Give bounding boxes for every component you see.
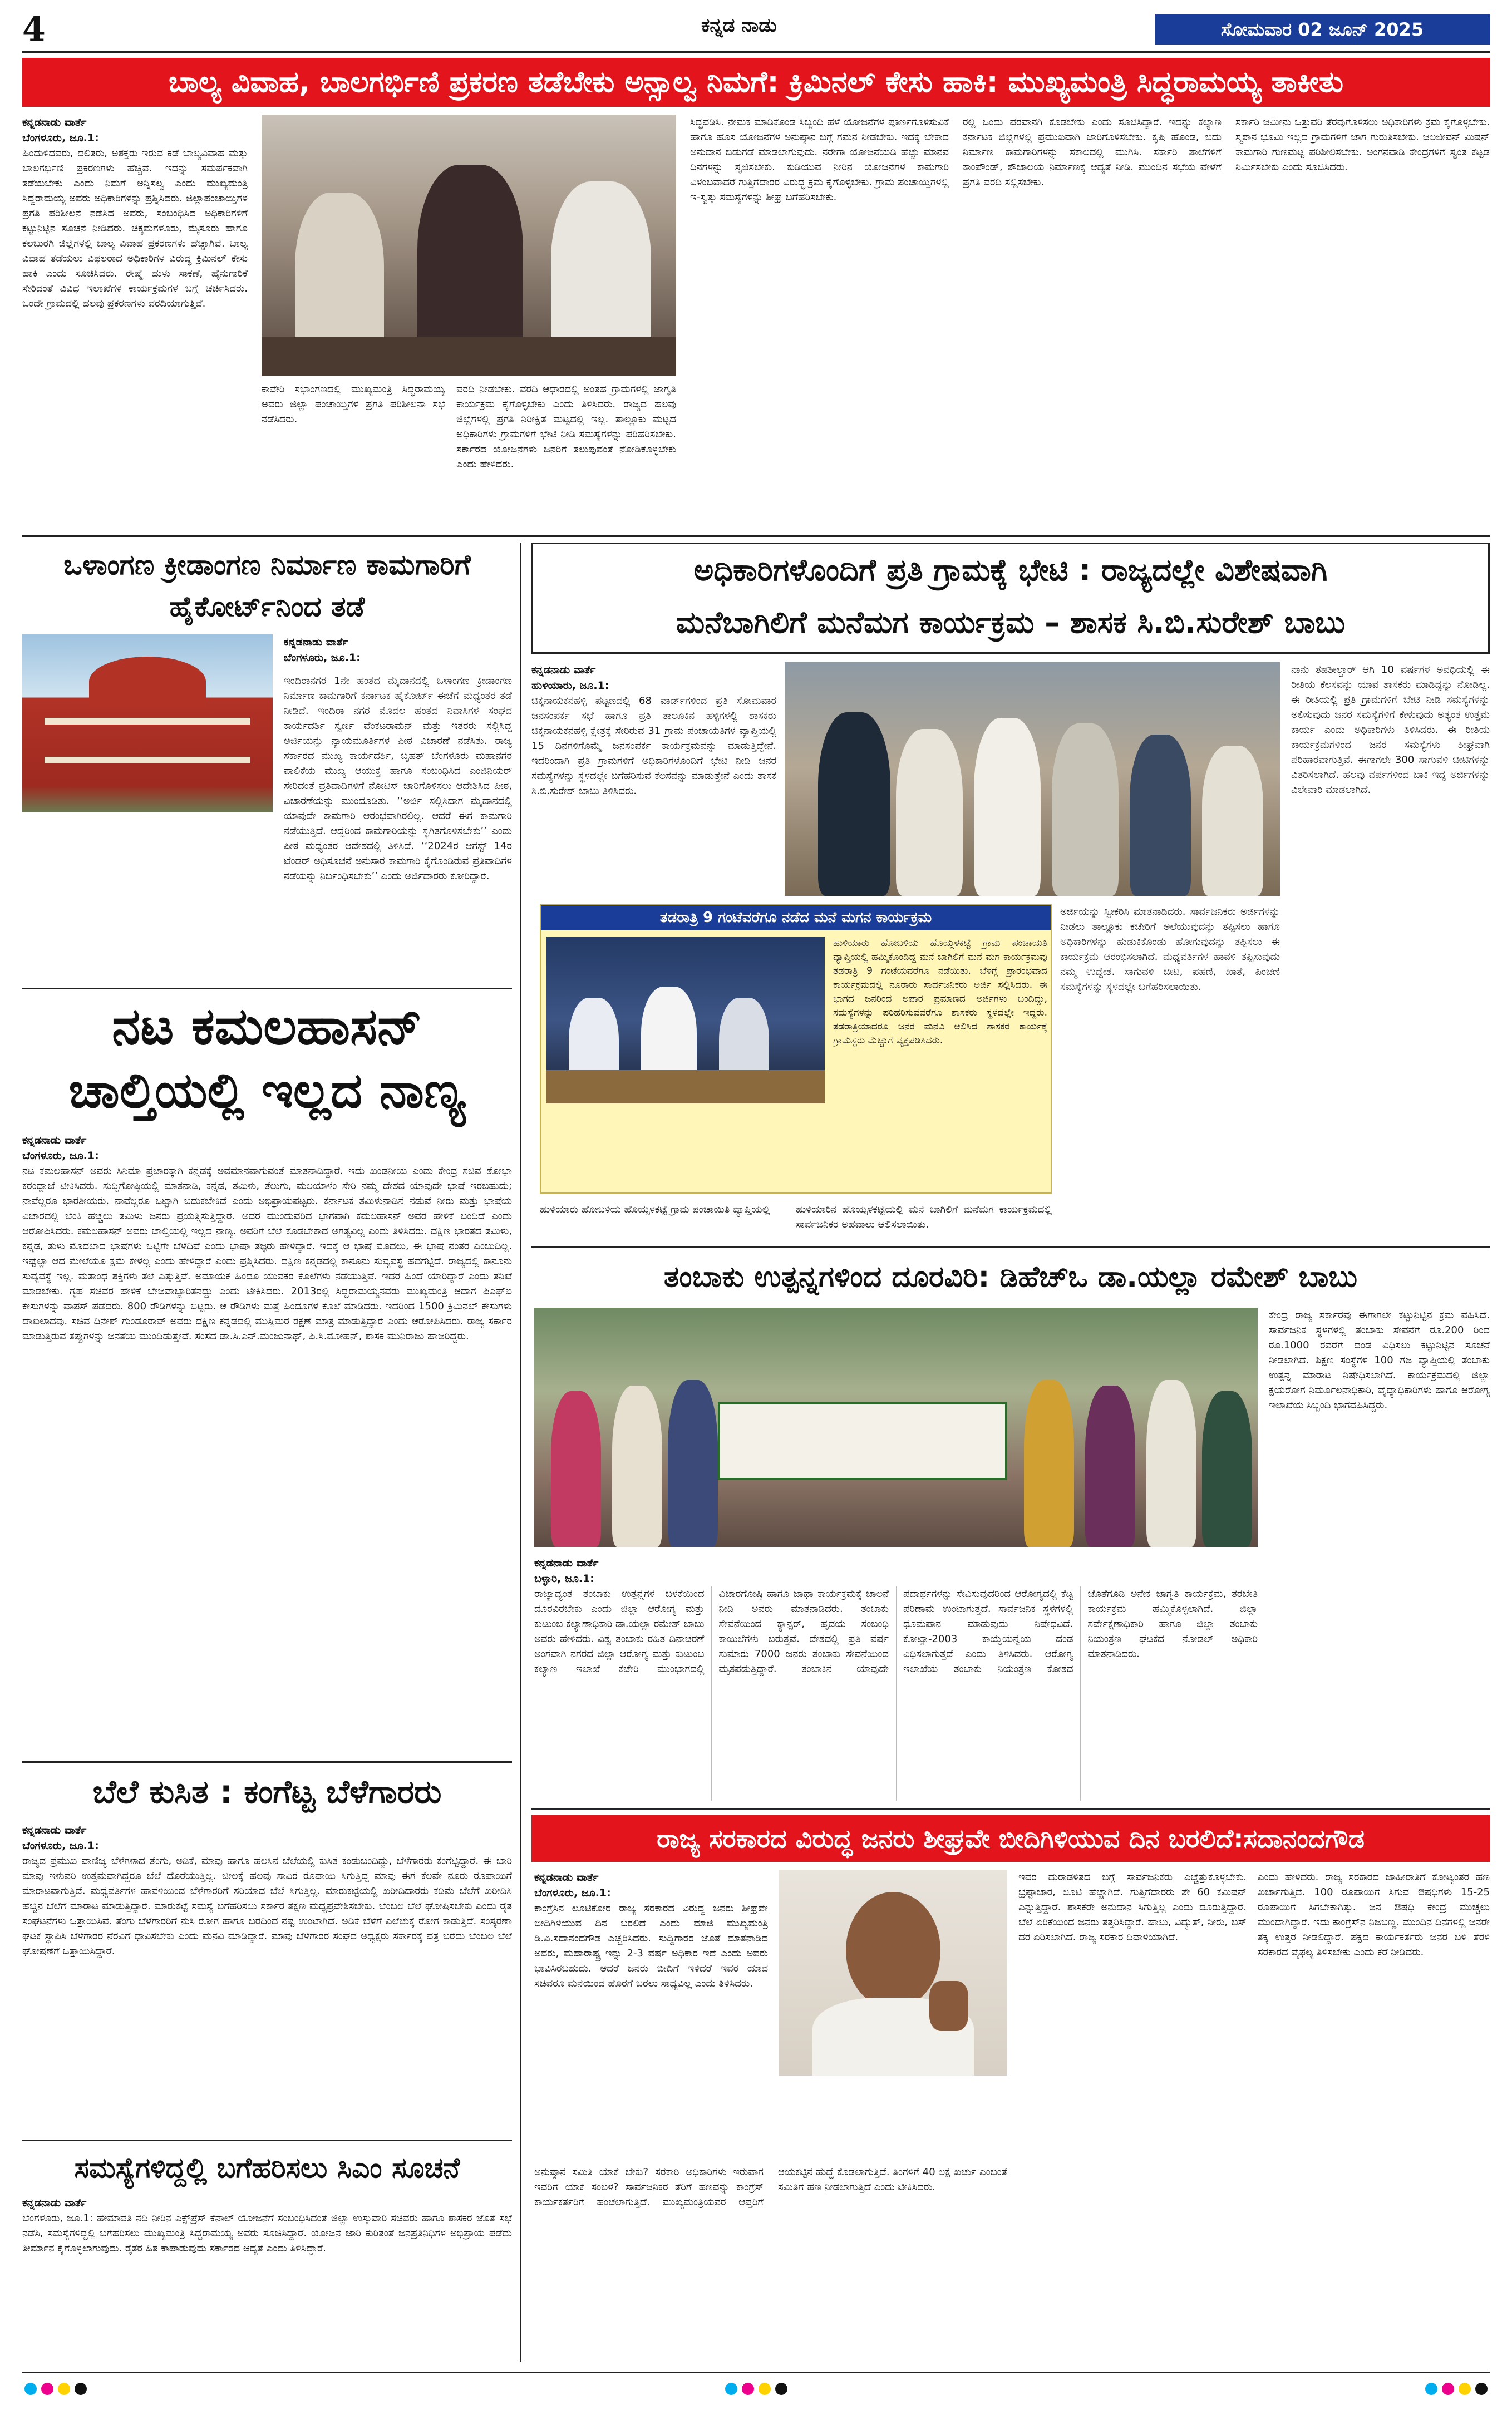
sadananda-portrait (779, 1870, 1007, 2076)
inset-body: ಹುಳಿಯಾರು ಹೋಬಳಿಯ ಹೊಯ್ಸಳಕಟ್ಟೆ ಗ್ರಾಮ ಪಂಚಾಯತಿ ವ್ಯಾಪ್ತಿಯಲ್ಲಿ ಹಮ್ಮಿಕೊಂಡಿದ್ದ ಮನೆ ಬಾಗಿಲಿಗೆ ಮನೆ ಮಗ ಕಾರ್ಯಕ್ರಮವು ತಡರಾತ್ರಿ 9 ಗಂಟೆಯವರೆಗೂ ನಡೆಯಿತು. ಬೆಳಗ್ಗೆ ಪ್ರಾರಂಭವಾದ ಕಾರ್ಯಕ್ರಮದಲ್ಲಿ ನೂರಾರು ಸಾರ್ವಜನಿಕರು ಅರ್ಜಿ ಸಲ್ಲಿಸಿದರು. ಈ ಭಾಗದ ಜನರಿಂದ ಅಪಾರ ಪ್ರಮಾಣದ ಅರ್ಜಿಗಳು ಬಂದಿದ್ದು, ಸಮಸ್ಯೆಗಳನ್ನು ಪರಿಹರಿಸುವವರೆಗೂ ಶಾಸಕರು ಸ್ಥಳದಲ್ಲೇ ಇದ್ದರು. ತಡರಾತ್ರಿಯಾದರೂ ಜನರ ಮನವಿ ಆಲಿಸಿದ ಶಾಸಕರ ಕಾರ್ಯಕ್ಕೆ ಗ್ರಾಮಸ್ಥರು ಮೆಚ್ಚುಗೆ ವ್ಯಕ್ತಪಡಿಸಿದರು. (833, 938, 1047, 1046)
byline: ಕನ್ನಡನಾಡು ವಾರ್ತೆ (531, 664, 596, 676)
sadananda-article-1 (534, 1870, 768, 2159)
masthead-rule (22, 51, 1490, 53)
tobacco-rally-photo (534, 1308, 1258, 1547)
article-body: ಎಂದು ಹೇಳಿದರು. ರಾಜ್ಯ ಸರಕಾರದ ಜಾಹೀರಾತಿಗೆ ಕೋಟ್ಯಂತರ ಹಣ ಖರ್ಚಾಗುತ್ತಿದೆ. 100 ರೂಪಾಯಿಗೆ ಸಿಗುವ ಔಷಧಿಗಳು 15-25 ರೂಪಾಯಿಗೆ ಸಿಗಬೇಕಾಗಿತ್ತು. ಜನ ಔಷಧಿ ಕೇಂದ್ರ ಮುಚ್ಚಲು ಮುಂದಾಗಿದ್ದಾರೆ. ಇದು ಕಾಂಗ್ರೆಸ್‌ನ ನಿಜಬಣ್ಣ. ಮುಂದಿನ ದಿನಗಳಲ್ಲಿ ಜನರೇ ತಕ್ಕ ಉತ್ತರ ನೀಡಲಿದ್ದಾರೆ. ಪಕ್ಷದ ಕಾರ್ಯಕರ್ತರು ಜನರ ಬಳಿ ತೆರಳಿ ಸರಕಾರದ ವೈಫಲ್ಯ ತಿಳಿಸಬೇಕು ಎಂದು ಕರೆ ನೀಡಿದರು. (1258, 1871, 1490, 1958)
section-rule (22, 1761, 512, 1763)
color-dots-center (723, 2383, 790, 2399)
village-inset (540, 904, 1052, 1194)
cm-note-headline: ಸಮಸ್ಯೆಗಳಿದ್ದಲ್ಲಿ ಬಗೆಹರಿಸಲು ಸಿಎಂ ಸೂಚನೆ (74, 2152, 460, 2184)
cm-note-article (22, 2195, 512, 2362)
article-body: ನಟ ಕಮಲಹಾಸನ್ ಅವರು ಸಿನಿಮಾ ಪ್ರಚಾರಕ್ಕಾಗಿ ಕನ್ನಡಕ್ಕೆ ಅವಮಾನವಾಗುವಂತೆ ಮಾತನಾಡಿದ್ದಾರೆ. ಇದು ಖಂಡನೀಯ ಎಂದು ಕೇಂದ್ರ ಸಚಿವ ಶೋಭಾ ಕರಂದ್ಲಾಜೆ ಟೀಕಿಸಿದರು. ಸುದ್ದಿಗೋಷ್ಠಿಯಲ್ಲಿ ಮಾತನಾಡಿ, ಕನ್ನಡ, ತಮಿಳು, ತೆಲುಗು, ಮಲಯಾಳಂ ಸೇರಿ ನಮ್ಮ ದೇಶದ ಯಾವುದೇ ಭಾಷೆ ಇರಬಹುದು; ನಾವೆಲ್ಲರೂ ಭಾರತೀಯರು. ನಾವೆಲ್ಲರೂ ಒಟ್ಟಾಗಿ ಬದುಕಬೇಕಿದೆ ಎಂದು ಅಭಿಪ್ರಾಯಪಟ್ಟರು. ಕರ್ನಾಟಕ ತಮಿಳುನಾಡಿನ ನಡುವೆ ನೀರು ಮತ್ತು ಭಾಷೆಯ ವಿಚಾರದಲ್ಲಿ ಬೆಂಕಿ ಹಚ್ಚಲು ತಮಿಳು ಜನರು ಪ್ರಯತ್ನಿಸುತ್ತಿದ್ದಾರೆ. ಅದರ ಮುಂದುವರಿದ ಭಾಗವಾಗಿ ಕಮಲಹಾಸನ್ ಅವರ ಹೇಳಿಕೆ ಬಂದಿದೆ ಎಂದು ಆರೋಪಿಸಿದರು. ಕಮಲಹಾಸನ್ ಅವರು ಚಾಲ್ತಿಯಲ್ಲಿ ಇಲ್ಲದ ನಾಣ್ಯ. ಅವರಿಗೆ ಬೆಲೆ ಕೊಡಬೇಕಾದ ಅಗತ್ಯವಿಲ್ಲ ಎಂದು ತಿಳಿಸಿದರು. ದಕ್ಷಿಣ ಭಾರತದ ತಮಿಳು, ಕನ್ನಡ, ತುಳು ಮೊದಲಾದ ಭಾಷೆಗಳು ಒಟ್ಟಿಗೇ ಬೆಳೆದಿವೆ ಎಂದು ಭಾಷಾ ತಜ್ಞರು ಹೇಳಿದ್ದಾರೆ. ಇದಕ್ಕೆ ಆ ಭಾಷೆ ಮೊದಲು, ಈ ಭಾಷೆ ನಂತರ ಎಂಬುದಿಲ್ಲ. ಇಷ್ಟೆಲ್ಲಾ ಆದ ಮೇಲೆಯೂ ಕ್ಷಮೆ ಕೇಳಲ್ಲ ಎಂದು ಹೇಳಿದ್ದಾರೆ ಎಂದು ಪ್ರಶ್ನಿಸಿದರು. ದಕ್ಷಿಣ ಕನ್ನಡದಲ್ಲಿ ಕಾನೂನು ಸುವ್ಯವಸ್ಥೆ ಹದಗೆಟ್ಟಿದೆ. ರಾಜ್ಯದಲ್ಲಿ ಕಾನೂನು ಸುವ್ಯವಸ್ಥೆ ಇಲ್ಲ. ಮತಾಂಧ ಶಕ್ತಿಗಳು ತಲೆ ಎತ್ತುತ್ತಿವೆ. ಅಮಾಯಕ ಹಿಂದೂ ಯುವಕರ ಕೊಲೆಗಳು ನಡೆಯುತ್ತಿವೆ. ಇದರ ಹಿಂದೆ ಯಾರಿದ್ದಾರೆ ಎಂದು ತನಿಖೆ ಮಾಡಬೇಕು. ಗೃಹ ಸಚಿವರ ಹೇಳಿಕೆ ಬೇಜವಾಬ್ದಾರಿತನದ್ದು ಎಂದು ಟೀಕಿಸಿದರು. 2013ರಲ್ಲಿ ಸಿದ್ದರಾಮಯ್ಯನವರು ಮುಖ್ಯಮಂತ್ರಿ ಆದಾಗ ಪಿಎಫ್‌ಐ ಕೇಸುಗಳನ್ನು ವಾಪಸ್ ಪಡೆದರು. 800 ರೌಡಿಗಳನ್ನು ಬಿಟ್ಟರು. ಆ ರೌಡಿಗಳು ಮತ್ತೆ ಹಿಂದೂಗಳ ಕೊಲೆ ಮಾಡಿದರು. ಇದರಿಂದ 1500 ಕ್ರಿಮಿನಲ್ ಕೇಸುಗಳು ದಾಖಲಾದವು. ಸಚಿವ ದಿನೇಶ್ ಗುಂಡೂರಾವ್ ಅವರು ದಕ್ಷಿಣ ಕನ್ನಡದಲ್ಲಿ ಮುಸ್ಲಿಮರ ರಕ್ಷಣೆ ಮಾತ್ರ ಮಾಡುತ್ತಿದ್ದಾರೆ ಎಂದು ಆರೋಪಿಸಿದರು. ರಾಜ್ಯ ಸರ್ಕಾರ ಮಾಡುತ್ತಿರುವ ತಪ್ಪುಗಳನ್ನು ಜನತೆಯ ಮುಂದಿಡುತ್ತೇವೆ. ಸಂಸದ ಡಾ.ಸಿ.ಎನ್.ಮಂಜುನಾಥ್, ಪಿ.ಸಿ.ಮೋಹನ್, ಶಾಸಕ ಮುನಿರಾಜು ಹಾಜರಿದ್ದರು. (22, 1165, 512, 1342)
issue-date: ಸೋಮವಾರ 02 ಜೂನ್ 2025 (1155, 14, 1490, 45)
price-headline: ಬೆಲೆ ಕುಸಿತ : ಕಂಗೆಟ್ಟ ಬೆಳೆಗಾರರು (92, 1773, 442, 1811)
kamal-headline-2: ಚಾಲ್ತಿಯಲ್ಲಿ ಇಲ್ಲದ ನಾಣ್ಯ (68, 1062, 466, 1119)
photo-caption: ಕಾವೇರಿ ಸಭಾಂಗಣದಲ್ಲಿ ಮುಖ್ಯಮಂತ್ರಿ ಸಿದ್ಧರಾಮಯ್ಯ ಅವರು ಜಿಲ್ಲಾ ಪಂಚಾಯ್ತಿಗಳ ಪ್ರಗತಿ ಪರಿಶೀಲನಾ ಸಭೆ ನಡೆಸಿದರು. (262, 383, 445, 425)
photo-caption: ಹುಳಿಯಾರಿನ ಹೊಯ್ಸಳಕಟ್ಟೆಯಲ್ಲಿ ಮನೆ ಬಾಗಿಲಿಗೆ ಮನೆಮಗ ಕಾರ್ಯಕ್ರಮದಲ್ಲಿ ಸಾರ್ವಜನಿಕರ ಅಹವಾಲು ಆಲಿಸಲಾಯಿತು. (796, 1204, 1052, 1230)
article-body: ಇವರ ದುರಾಡಳಿತದ ಬಗ್ಗೆ ಸಾರ್ವಜನಿಕರು ಎಚ್ಚೆತ್ತುಕೊಳ್ಳಬೇಕು. ಭ್ರಷ್ಟಾಚಾರ, ಲೂಟಿ ಹೆಚ್ಚಾಗಿದೆ. ಗುತ್ತಿಗೆದಾರರು ಶೇ 60 ಕಮಿಷನ್ ಎನ್ನುತ್ತಿದ್ದಾರೆ. ಶಾಸಕರೇ ಅನುದಾನ ಸಿಗುತ್ತಿಲ್ಲ ಎಂದು ದೂರುತ್ತಿದ್ದಾರೆ. ಬೆಲೆ ಏರಿಕೆಯಿಂದ ಜನರು ತತ್ತರಿಸಿದ್ದಾರೆ. ಹಾಲು, ವಿದ್ಯುತ್, ನೀರು, ಬಸ್ ದರ ಏರಿಸಲಾಗಿದೆ. ರಾಜ್ಯ ಸರಕಾರ ದಿವಾಳಿಯಾಗಿದೆ. (1018, 1871, 1247, 1943)
color-dots-left (22, 2383, 89, 2399)
byline: ಕನ್ನಡನಾಡು ವಾರ್ತೆ (22, 1824, 87, 1836)
inset-title: ತಡರಾತ್ರಿ 9 ಗಂಟೆವರೆಗೂ ನಡೆದ ಮನೆ ಮಗನ ಕಾರ್ಯಕ್ರಮ (541, 905, 1051, 930)
dateline: ಬೆಂಗಳೂರು, ಜೂ.1: (534, 1887, 611, 1899)
village-headline (531, 543, 1490, 654)
article-body: ರಲ್ಲಿ ಒಂದು ಪರವಾನಗಿ ಕೊಡಬೇಕು ಎಂದು ಸೂಚಿಸಿದ್ದಾರೆ. ಇದನ್ನು ಕಲ್ಯಾಣ ಕರ್ನಾಟಕ ಜಿಲ್ಲೆಗಳಲ್ಲಿ ಪ್ರಮುಖವಾಗಿ ಜಾರಿಗೊಳಿಸಬೇಕು. ಕೃಷಿ ಹೊಂಡ, ಬದು ನಿರ್ಮಾಣ ಕಾಮಗಾರಿಗಳನ್ನು ಸಕಾಲದಲ್ಲಿ ಮುಗಿಸಿ. ಸರ್ಕಾರಿ ಶಾಲೆಗಳಿಗೆ ಕಾಂಪೌಂಡ್, ಶೌಚಾಲಯ ನಿರ್ಮಾಣಕ್ಕೆ ಆದ್ಯತೆ ನೀಡಿ. ಮುಂದಿನ ಸಭೆಯ ವೇಳೆಗೆ ಪ್ರಗತಿ ವರದಿ ಸಲ್ಲಿಸಬೇಕು. (963, 116, 1222, 188)
lead-photo (262, 115, 676, 376)
price-article (22, 1822, 512, 2134)
dateline: ಬೆಂಗಳೂರು, ಜೂ.1: (22, 1150, 99, 1162)
sadananda-headline: ರಾಜ್ಯ ಸರಕಾರದ ವಿರುದ್ಧ ಜನರು ಶೀಘ್ರವೇ ಬೀದಿಗಿಳಿಯುವ ದಿನ ಬರಲಿದೆ:ಸದಾನಂದಗೌಡ (531, 1815, 1490, 1862)
paper-name: ಕನ್ನಡ ನಾಡು (701, 14, 777, 37)
section-rule (531, 1246, 1490, 1248)
byline: ಕನ್ನಡನಾಡು ವಾರ್ತೆ (284, 636, 348, 648)
article-body: ಇಂದಿರಾನಗರ 1ನೇ ಹಂತದ ಮೈದಾನದಲ್ಲಿ ಒಳಾಂಗಣ ಕ್ರೀಡಾಂಗಣ ನಿರ್ಮಾಣ ಕಾಮಗಾರಿಗೆ ಕರ್ನಾಟಕ ಹೈಕೋರ್ಟ್ ಈಚೆಗೆ ಮಧ್ಯಂತರ ತಡೆ ನೀಡಿದೆ. ಇಂದಿರಾ ನಗರ ಮೊದಲ ಹಂತದ ನಿವಾಸಿಗಳ ಸಂಘದ ಕಾರ್ಯದರ್ಶಿ ಸ್ವರ್ಣ ವೆಂಕಟರಾಮನ್ ಮತ್ತು ಇತರರು ಸಲ್ಲಿಸಿದ್ದ ಅರ್ಜಿಯನ್ನು ನ್ಯಾಯಮೂರ್ತಿಗಳ ಪೀಠ ವಿಚಾರಣೆ ನಡೆಸಿತು. ರಾಜ್ಯ ಸರ್ಕಾರದ ಮುಖ್ಯ ಕಾರ್ಯದರ್ಶಿ, ಬೃಹತ್ ಬೆಂಗಳೂರು ಮಹಾನಗರ ಪಾಲಿಕೆಯ ಮುಖ್ಯ ಆಯುಕ್ತ ಹಾಗೂ ಸಂಬಂಧಿಸಿದ ಎಂಜಿನಿಯರ್ ಸೇರಿದಂತೆ ಪ್ರತಿವಾದಿಗಳಿಗೆ ನೋಟಿಸ್ ಜಾರಿಗೊಳಿಸಲು ಆದೇಶಿಸಿದ ಪೀಠ, ವಿಚಾರಣೆಯನ್ನು ಮುಂದೂಡಿತು. ‘‘ಅರ್ಜಿ ಸಲ್ಲಿಸಿದಾಗ ಮೈದಾನದಲ್ಲಿ ಯಾವುದೇ ಕಾಮಗಾರಿ ಆರಂಭವಾಗಿರಲಿಲ್ಲ. ಆದರೆ ಈಗ ಕಾಮಗಾರಿ ನಡೆಯುತ್ತಿದೆ. ಆದ್ದರಿಂದ ಕಾಮಗಾರಿಯನ್ನು ಸ್ಥಗಿತಗೊಳಿಸಬೇಕು’’ ಎಂದು ಪೀಠ ಮಧ್ಯಂತರ ಆದೇಶದಲ್ಲಿ ತಿಳಿಸಿದೆ. ‘‘2024ರ ಆಗಸ್ಟ್ 14ರ ಟೆಂಡರ್ ಅಧಿಸೂಚನೆ ಅನುಸಾರ ಕಾಮಗಾರಿ ಕೈಗೊಂಡಿರುವ ಪ್ರತಿವಾದಿಗಳ ನಡೆಯನ್ನು ನಿರ್ಬಂಧಿಸಬೇಕು’’ ಎಂದು ಅರ್ಜಿದಾರರು ಕೋರಿದ್ದಾರೆ. (284, 675, 512, 882)
registration-marks (22, 2383, 1490, 2399)
tobacco-headline: ತಂಬಾಕು ಉತ್ಪನ್ನಗಳಿಂದ ದೂರವಿರಿ: ಡಿಹೆಚ್‌ಒ ಡಾ.ಯಲ್ಲಾ ರಮೇಶ್ ಬಾಬು (663, 1260, 1358, 1294)
article-body: ಅರ್ಜಿಯನ್ನು ಸ್ವೀಕರಿಸಿ ಮಾತನಾಡಿದರು. ಸಾರ್ವಜನಿಕರು ಅರ್ಜಿಗಳನ್ನು ನೀಡಲು ತಾಲ್ಲೂಕು ಕಚೇರಿಗೆ ಅಲೆಯುವುದನ್ನು ತಪ್ಪಿಸಲು ಹಾಗೂ ಅಧಿಕಾರಿಗಳನ್ನು ಹುಡುಕಿಕೊಂಡು ಹೋಗುವುದನ್ನು ತಪ್ಪಿಸಲು ಈ ಕಾರ್ಯಕ್ರಮ ಆರಂಭಿಸಲಾಗಿದೆ. ಮಧ್ಯವರ್ತಿಗಳ ಹಾವಳಿ ತಪ್ಪಿಸುವುದು ನಮ್ಮ ಉದ್ದೇಶ. ಸಾಗುವಳಿ ಚೀಟಿ, ಪಹಣಿ, ಖಾತೆ, ಪಿಂಚಣಿ ಸಮಸ್ಯೆಗಳನ್ನು ಸ್ಥಳದಲ್ಲೇ ಬಗೆಹರಿಸಲಾಯಿತು. (1060, 906, 1280, 993)
article-body: ಸಿದ್ಧಪಡಿಸಿ. ನೇಮಕ ಮಾಡಿಕೊಂಡ ಸಿಬ್ಬಂದಿ ಹಳೆ ಯೋಜನೆಗಳ ಪೂರ್ಣಗೊಳಿಸುವಿಕೆ ಹಾಗೂ ಹೊಸ ಯೋಜನೆಗಳ ಅನುಷ್ಠಾನ ಬಗ್ಗೆ ಗಮನ ನೀಡಬೇಕು. ಇದಕ್ಕೆ ಬೇಕಾದ ಅನುದಾನ ಬಿಡುಗಡೆ ಮಾಡಲಾಗುವುದು. ನರೇಗಾ ಯೋಜನೆಯಡಿ ಹೆಚ್ಚು ಮಾನವ ದಿನಗಳನ್ನು ಸೃಜಿಸಬೇಕು. ಕುಡಿಯುವ ನೀರಿನ ಯೋಜನೆಗಳ ಕಾಮಗಾರಿ ವಿಳಂಬವಾದರೆ ಗುತ್ತಿಗೆದಾರರ ವಿರುದ್ಧ ಕ್ರಮ ಕೈಗೊಳ್ಳಬೇಕು. ಗ್ರಾಮ ಪಂಚಾಯ್ತಿಗಳಲ್ಲಿ ಇ-ಸ್ವತ್ತು ಸಮಸ್ಯೆಗಳನ್ನು ಶೀಘ್ರ ಬಗೆಹರಿಸಬೇಕು. (690, 116, 949, 203)
article-body: ಸರ್ಕಾರಿ ಜಮೀನು ಒತ್ತುವರಿ ತೆರವುಗೊಳಿಸಲು ಅಧಿಕಾರಿಗಳು ಕ್ರಮ ಕೈಗೊಳ್ಳಬೇಕು. ಸ್ಮಶಾನ ಭೂಮಿ ಇಲ್ಲದ ಗ್ರಾಮಗಳಿಗೆ ಜಾಗ ಗುರುತಿಸಬೇಕು. ಜಲಜೀವನ್ ಮಿಷನ್ ಕಾಮಗಾರಿ ಗುಣಮಟ್ಟ ಪರಿಶೀಲಿಸಬೇಕು. ಅಂಗನವಾಡಿ ಕೇಂದ್ರಗಳಿಗೆ ಸ್ವಂತ ಕಟ್ಟಡ ನಿರ್ಮಿಸಬೇಕು ಎಂದು ಸೂಚಿಸಿದರು. (1235, 116, 1490, 173)
masthead (22, 10, 1490, 49)
article-body: ಚಿಕ್ಕನಾಯಕನಹಳ್ಳಿ ಪಟ್ಟಣದಲ್ಲಿ 68 ವಾರ್ಡ್‌ಗಳಿಂದ ಪ್ರತಿ ಸೋಮವಾರ ಜನಸಂಪರ್ಕ ಸಭೆ ಹಾಗೂ ಪ್ರತಿ ತಾಲೂಕಿನ ಹಳ್ಳಿಗಳಲ್ಲಿ ಶಾಸಕರು ಚಿಕ್ಕನಾಯಕನಹಳ್ಳಿ ಕ್ಷೇತ್ರಕ್ಕೆ ಸೇರಿರುವ 31 ಗ್ರಾಮ ಪಂಚಾಯತಿಗಳ ವ್ಯಾಪ್ತಿಯಲ್ಲಿ 15 ದಿನಗಳಿಗೊಮ್ಮೆ ಜನಸಂಪರ್ಕ ಕಾರ್ಯಕ್ರಮವನ್ನು ಮಾಡುತ್ತಿದ್ದೇನೆ. ಇದರಿಂದಾಗಿ ಪ್ರತಿ ಗ್ರಾಮಗಳಿಗೆ ಅಧಿಕಾರಿಗಳೊಂದಿಗೆ ಭೇಟಿ ನೀಡಿ ಜನರ ಸಮಸ್ಯೆಗಳನ್ನು ಸ್ಥಳದಲ್ಲೇ ಬಗೆಹರಿಸುವ ಕೆಲಸವನ್ನು ಮಾಡುತ್ತೇನೆ ಎಂದು ಶಾಸಕ ಸಿ.ಬಿ.ಸುರೇಶ್ ಬಾಬು ತಿಳಿಸಿದರು. (531, 695, 776, 797)
section-rule (22, 535, 1490, 537)
byline: ಕನ್ನಡನಾಡು ವಾರ್ತೆ (22, 2197, 87, 2209)
article-body: ಕಾಂಗ್ರೆಸಿನ ಲೂಟಿಕೋರ ರಾಜ್ಯ ಸರಕಾರದ ವಿರುದ್ಧ ಜನರು ಶೀಘ್ರವೇ ಬೀದಿಗಿಳಿಯುವ ದಿನ ಬರಲಿದೆ ಎಂದು ಮಾಜಿ ಮುಖ್ಯಮಂತ್ರಿ ಡಿ.ವಿ.ಸದಾನಂದಗೌಡ ಎಚ್ಚರಿಸಿದರು. ಸುದ್ದಿಗಾರರ ಜೊತೆ ಮಾತನಾಡಿದ ಅವರು, ಮಹಾರಾಷ್ಟ್ರ ಇನ್ನು 2-3 ವರ್ಷ ಅಧಿಕಾರ ಇದೆ ಎಂದು ಅವರು ಭಾವಿಸಿರಬಹುದು. ಆದರೆ ಜನರು ಬೀದಿಗೆ ಇಳಿದರೆ ಇವರ ಯಾವ ಸಚಿವರೂ ಮನೆಯಿಂದ ಹೊರಗೆ ಬರಲು ಸಾಧ್ಯವಿಲ್ಲ ಎಂದು ತಿಳಿಸಿದರು. (534, 1903, 768, 1989)
article-body: ನಾನು ತಹಶೀಲ್ದಾರ್ ಆಗಿ 10 ವರ್ಷಗಳ ಅವಧಿಯಲ್ಲಿ ಈ ರೀತಿಯ ಕೆಲಸವನ್ನು ಯಾವ ಶಾಸಕರು ಮಾಡಿದ್ದನ್ನು ನೋಡಿಲ್ಲ. ಈ ರೀತಿಯಲ್ಲಿ ಪ್ರತಿ ಗ್ರಾಮಗಳಿಗೆ ಬೇಟಿ ನೀಡಿ ಸಮಸ್ಯೆಗಳನ್ನು ಅಲಿಸುವುದು ಜನರ ಸಮಸ್ಯೆಗಳಿಗೆ ಕೇಳುವುದು ಅತ್ಯಂತ ಉತ್ತಮ ಕಾರ್ಯ ಎಂದು ಅಧಿಕಾರಿಗಳು ತಿಳಿಸಿದರು. ಈ ರೀತಿಯ ಕಾರ್ಯಕ್ರಮಗಳಿಂದ ಜನರ ಸಮಸ್ಯೆಗಳು ಶೀಘ್ರವಾಗಿ ಪರಿಹಾರವಾಗುತ್ತಿವೆ. ಈಗಾಗಲೇ 300 ಸಾಗುವಳಿ ಚೀಟಿಗಳನ್ನು ವಿತರಿಸಲಾಗಿದೆ. ಹಲವು ವರ್ಷಗಳಿಂದ ಬಾಕಿ ಇದ್ದ ಅರ್ಜಿಗಳನ್ನು ವಿಲೇವಾರಿ ಮಾಡಲಾಗಿದೆ. (1291, 664, 1490, 796)
village-walk-photo (785, 662, 1280, 896)
article-body: ವರದಿ ನೀಡಬೇಕು. ವರದಿ ಆಧಾರದಲ್ಲಿ ಅಂತಹ ಗ್ರಾಮಗಳಲ್ಲಿ ಜಾಗೃತಿ ಕಾರ್ಯಕ್ರಮ ಕೈಗೊಳ್ಳಬೇಕು ಎಂದು ತಿಳಿಸಿದರು. ರಾಜ್ಯದ ಹಲವು ಜಿಲ್ಲೆಗಳಲ್ಲಿ ಪ್ರಗತಿ ನಿರೀಕ್ಷಿತ ಮಟ್ಟದಲ್ಲಿ ಇಲ್ಲ. ತಾಲ್ಲೂಕು ಮಟ್ಟದ ಅಧಿಕಾರಿಗಳು ಗ್ರಾಮಗಳಿಗೆ ಭೇಟಿ ನೀಡಿ ಸಮಸ್ಯೆಗಳನ್ನು ಪರಿಹರಿಸಬೇಕು. ಸರ್ಕಾರದ ಯೋಜನೆಗಳು ಜನರಿಗೆ ತಲುಪುವಂತೆ ನೋಡಿಕೊಳ್ಳಬೇಕು ಎಂದು ಹೇಳಿದರು. (456, 383, 676, 470)
section-rule (22, 2140, 512, 2141)
byline: ಕನ್ನಡನಾಡು ವಾರ್ತೆ (534, 1557, 599, 1569)
village-headline-1: ಅಧಿಕಾರಿಗಳೊಂದಿಗೆ ಪ್ರತಿ ಗ್ರಾಮಕ್ಕೆ ಭೇಟಿ : ರಾಜ್ಯದಲ್ಲೇ ವಿಶೇಷವಾಗಿ (693, 553, 1328, 588)
article-body: ಹಿಂದುಳಿದವರು, ದಲಿತರು, ಅಶಕ್ತರು ಇರುವ ಕಡೆ ಬಾಲ್ಯವಿವಾಹ ಮತ್ತು ಬಾಲಗರ್ಭಿಣಿ ಪ್ರಕರಣಗಳು ಹೆಚ್ಚಿವೆ. ಇದನ್ನು ಸಮರ್ಪಕವಾಗಿ ತಡೆಯಬೇಕು ಎಂದು ನಿಮಗೆ ಅನ್ನಿಸಲ್ವ ಎಂದು ಮುಖ್ಯಮಂತ್ರಿ ಸಿದ್ದರಾಮಯ್ಯ ಅವರು ಅಧಿಕಾರಿಗಳನ್ನು ಪ್ರಶ್ನಿಸಿದರು. ಜಿಲ್ಲಾಪಂಚಾಯ್ತಿಗಳ ಪ್ರಗತಿ ಪರಿಶೀಲನೆ ನಡೆಸಿದ ಅವರು, ಸಂಬಂಧಿಸಿದ ಅಧಿಕಾರಿಗಳಿಗೆ ಕಟ್ಟುನಿಟ್ಟಿನ ಸೂಚನೆ ನೀಡಿದರು. ಚಿಕ್ಕಮಗಳೂರು, ಮೈಸೂರು ಹಾಗೂ ಕಲಬುರಗಿ ಜಿಲ್ಲೆಗಳಲ್ಲಿ ಬಾಲ್ಯ ವಿವಾಹ ಪ್ರಕರಣಗಳು ಹೆಚ್ಚಾಗಿವೆ. ಬಾಲ್ಯ ವಿವಾಹ ತಡೆಯಲು ವಿಫಲರಾದ ಅಧಿಕಾರಿಗಳ ವಿರುದ್ಧ ಕ್ರಿಮಿನಲ್ ಕೇಸು ಹಾಕಿ ಎಂದು ಸೂಚಿಸಿದರು. ರೇಷ್ಮೆ ಹುಳು ಸಾಕಣೆ, ಹೈನುಗಾರಿಕೆ ಸೇರಿದಂತೆ ವಿವಿಧ ಇಲಾಖೆಗಳ ಕಾರ್ಯಕ್ರಮಗಳ ಬಗ್ಗೆ ಚರ್ಚಿಸಿದರು. ಒಂದೇ ಗ್ರಾಮದಲ್ಲಿ ಹಲವು ಪ್ರಕರಣಗಳು ವರದಿಯಾಗುತ್ತಿವೆ. (22, 147, 248, 309)
dateline: ಹುಳಿಯಾರು, ಜೂ.1: (531, 679, 609, 692)
color-dots-right (1423, 2383, 1490, 2399)
photo-caption: ಹುಳಿಯಾರು ಹೋಬಳಿಯ ಹೊಯ್ಸಳಕಟ್ಟೆ ಗ್ರಾಮ ಪಂಚಾಯಿತಿ ವ್ಯಾಪ್ತಿಯಲ್ಲಿ (540, 1204, 770, 1215)
stadium-headline: ಒಳಾಂಗಣ ಕ್ರೀಡಾಂಗಣ ನಿರ್ಮಾಣ ಕಾಮಗಾರಿಗೆ ಹೈಕೋರ್ಟ್‌ನಿಂದ ತಡೆ (63, 549, 471, 623)
byline: ಕನ್ನಡನಾಡು ವಾರ್ತೆ (22, 1134, 87, 1146)
footer-rule (22, 2372, 1490, 2373)
village-headline-2: ಮನೆಬಾಗಿಲಿಗೆ ಮನೆಮಗ ಕಾರ್ಯಕ್ರಮ – ಶಾಸಕ ಸಿ.ಬಿ.ಸುರೇಶ್ ಬಾಬು (676, 605, 1346, 640)
lead-headline: ಬಾಲ್ಯ ವಿವಾಹ, ಬಾಲಗರ್ಭಿಣಿ ಪ್ರಕರಣ ತಡೆಬೇಕು ಅನ್ಸಾಲ್ವ ನಿಮಗೆ: ಕ್ರಿಮಿನಲ್ ಕೇಸು ಹಾಕಿ: ಮುಖ್ಯಮಂತ್ರಿ ಸಿದ್ಧರಾಮಯ್ಯ ತಾಕೀತು (22, 58, 1490, 107)
article-body: ಬೆಂಗಳೂರು, ಜೂ.1: ಹೇಮಾವತಿ ನದಿ ನೀರಿನ ಎಕ್ಸ್‌ಪ್ರೆಸ್ ಕೆನಾಲ್ ಯೋಜನೆಗೆ ಸಂಬಂಧಿಸಿದಂತೆ ಜಿಲ್ಲಾ ಉಸ್ತುವಾರಿ ಸಚಿವರು ಹಾಗೂ ಶಾಸಕರ ಜೊತೆ ಸಭೆ ನಡೆಸಿ, ಸಮಸ್ಯೆಗಳಿದ್ದಲ್ಲಿ ಬಗೆಹರಿಸಲು ಮುಖ್ಯಮಂತ್ರಿ ಸಿದ್ದರಾಮಯ್ಯ ಅವರು ಸೂಚಿಸಿದ್ದಾರೆ. ಯೋಜನೆ ಜಾರಿ ಕುರಿತಂತೆ ಜನಪ್ರತಿನಿಧಿಗಳ ಅಭಿಪ್ರಾಯ ಪಡೆದು ತೀರ್ಮಾನ ಕೈಗೊಳ್ಳಲಾಗುವುದು. ರೈತರ ಹಿತ ಕಾಪಾಡುವುದು ಸರ್ಕಾರದ ಆದ್ಯತೆ ಎಂದು ತಿಳಿಸಿದ್ದಾರೆ. (22, 2212, 512, 2254)
page-number: 4 (22, 10, 46, 49)
section-rule (531, 1808, 1490, 1810)
dateline: ಬೆಂಗಳೂರು, ಜೂ.1: (284, 652, 361, 664)
column-rule (520, 543, 521, 2362)
kamal-headline-1: ನಟ ಕಮಲಹಾಸನ್ (112, 997, 422, 1056)
article-body: ಅನುಷ್ಠಾನ ಸಮಿತಿ ಯಾಕೆ ಬೇಕು? ಸರಕಾರಿ ಅಧಿಕಾರಿಗಳು ಇರುವಾಗ ಇವರಿಗೆ ಯಾಕೆ ಸಂಬಳ? ಸಾರ್ವಜನಿಕರ ತೆರಿಗೆ ಹಣವನ್ನು ಕಾಂಗ್ರೆಸ್ ಕಾರ್ಯಕರ್ತರಿಗೆ ಹಂಚಲಾಗುತ್ತಿದೆ. ಮುಖ್ಯಮಂತ್ರಿಯವರ ಆಪ್ತರಿಗೆ ಆಯಕಟ್ಟಿನ ಹುದ್ದೆ ಕೊಡಲಾಗುತ್ತಿದೆ. ತಿಂಗಳಿಗೆ 40 ಲಕ್ಷ ಖರ್ಚು ಎಂಬಂತೆ ಸಮಿತಿಗೆ ಹಣ ನೀಡಲಾಗುತ್ತಿದೆ ಎಂದು ಟೀಕಿಸಿದರು. (534, 2166, 1007, 2208)
dateline: ಬೆಂಗಳೂರು, ಜೂ.1: (22, 132, 99, 144)
night-meeting-photo (546, 937, 825, 1103)
article-body: ರಾಜ್ಯದ ಪ್ರಮುಖ ವಾಣಿಜ್ಯ ಬೆಳೆಗಳಾದ ತೆಂಗು, ಅಡಿಕೆ, ಮಾವು ಹಾಗೂ ಹಲಸಿನ ಬೆಲೆಯಲ್ಲಿ ಕುಸಿತ ಕಂಡುಬಂದಿದ್ದು, ಬೆಳೆಗಾರರು ಕಂಗೆಟ್ಟಿದ್ದಾರೆ. ಈ ಬಾರಿ ಮಾವು ಇಳುವರಿ ಉತ್ತಮವಾಗಿದ್ದರೂ ಬೆಲೆ ದೊರೆಯುತ್ತಿಲ್ಲ. ಚೀಲಕ್ಕೆ ಹಲವು ಸಾವಿರ ರೂಪಾಯಿ ಸಿಗುತ್ತಿದ್ದ ಮಾವು ಈಗ ಕೆಲವೇ ನೂರು ರೂಪಾಯಿಗೆ ಮಾರಾಟವಾಗುತ್ತಿದೆ. ಮಧ್ಯವರ್ತಿಗಳ ಹಾವಳಿಯಿಂದ ಬೆಳೆಗಾರರಿಗೆ ಸರಿಯಾದ ಬೆಲೆ ಸಿಗುತ್ತಿಲ್ಲ. ಮಾರುಕಟ್ಟೆಯಲ್ಲಿ ಖರೀದಿದಾರರು ಕಡಿಮೆ ಬೆಲೆಗೆ ಖರೀದಿಸಿ ಹೆಚ್ಚಿನ ಬೆಲೆಗೆ ಮಾರಾಟ ಮಾಡುತ್ತಿದ್ದಾರೆ. ಮಾರುಕಟ್ಟೆ ಸಮಸ್ಯೆ ಬಗೆಹರಿಸಲು ಸರ್ಕಾರ ತಕ್ಷಣ ಮಧ್ಯಪ್ರವೇಶಿಸಬೇಕು. ಬೆಂಬಲ ಬೆಲೆ ಘೋಷಿಸಬೇಕು ಎಂದು ರೈತ ಸಂಘಟನೆಗಳು ಒತ್ತಾಯಿಸಿವೆ. ತೆಂಗು ಬೆಳೆಗಾರರಿಗೆ ನುಸಿ ರೋಗ ಹಾಗೂ ಬರದಿಂದ ನಷ್ಟ ಉಂಟಾಗಿದೆ. ಅಡಿಕೆ ಬೆಳೆಗೆ ಎಲೆಚುಕ್ಕೆ ರೋಗ ಕಾಡುತ್ತಿದೆ. ಸಂಸ್ಕರಣಾ ಘಟಕ ಸ್ಥಾಪಿಸಿ ಬೆಳೆಗಾರರ ನೆರವಿಗೆ ಧಾವಿಸಬೇಕು ಎಂದು ಮನವಿ ಮಾಡಿದ್ದಾರೆ. ಮಾವು ಬೆಳೆಗಾರರ ಸಂಘದ ಅಧ್ಯಕ್ಷರು ಸರ್ಕಾರಕ್ಕೆ ಪತ್ರ ಬರೆದು ಬೆಂಬಲ ಬೆಲೆ ಘೋಷಣೆಗೆ ಒತ್ತಾಯಿಸಿದ್ದಾರೆ. (22, 1855, 512, 1957)
lead-col-1 (22, 115, 248, 529)
article-body: ಕೇಂದ್ರ ರಾಜ್ಯ ಸರ್ಕಾರವು ಈಗಾಗಲೇ ಕಟ್ಟುನಿಟ್ಟಿನ ಕ್ರಮ ವಹಿಸಿದೆ. ಸಾರ್ವಜನಿಕ ಸ್ಥಳಗಳಲ್ಲಿ ತಂಬಾಕು ಸೇವನೆಗೆ ರೂ.200 ರಿಂದ ರೂ.1000 ರವರೆಗೆ ದಂಡ ವಿಧಿಸಲು ಕಟ್ಟುನಿಟ್ಟಿನ ಸೂಚನೆ ನೀಡಲಾಗಿದೆ. ಶಿಕ್ಷಣ ಸಂಸ್ಥೆಗಳ 100 ಗಜ ವ್ಯಾಪ್ತಿಯಲ್ಲಿ ತಂಬಾಕು ಉತ್ಪನ್ನ ಮಾರಾಟ ನಿಷೇಧಿಸಲಾಗಿದೆ. ಕಾರ್ಯಕ್ರಮದಲ್ಲಿ ಜಿಲ್ಲಾ ಕ್ಷಯರೋಗ ನಿರ್ಮೂಲನಾಧಿಕಾರಿ, ವೈದ್ಯಾಧಿಕಾರಿಗಳು ಹಾಗೂ ಆರೋಗ್ಯ ಇಲಾಖೆಯ ಸಿಬ್ಬಂದಿ ಭಾಗವಹಿಸಿದ್ದರು. (1269, 1309, 1490, 1411)
dateline: ಬೆಂಗಳೂರು, ಜೂ.1: (22, 1840, 99, 1852)
dateline: ಬಳ್ಳಾರಿ, ಜೂ.1: (534, 1573, 594, 1585)
byline: ಕನ್ನಡನಾಡು ವಾರ್ತೆ (534, 1871, 599, 1884)
article-body: ರಾಜ್ಯಾದ್ಯಂತ ತಂಬಾಕು ಉತ್ಪನ್ನಗಳ ಬಳಕೆಯಿಂದ ದೂರವಿರಬೇಕು ಎಂದು ಜಿಲ್ಲಾ ಆರೋಗ್ಯ ಮತ್ತು ಕುಟುಂಬ ಕಲ್ಯಾಣಾಧಿಕಾರಿ ಡಾ.ಯಲ್ಲಾ ರಮೇಶ್ ಬಾಬು ಅವರು ಹೇಳಿದರು. ವಿಶ್ವ ತಂಬಾಕು ರಹಿತ ದಿನಾಚರಣೆ ಅಂಗವಾಗಿ ನಗರದ ಜಿಲ್ಲಾ ಆರೋಗ್ಯ ಮತ್ತು ಕುಟುಂಬ ಕಲ್ಯಾಣ ಇಲಾಖೆ ಕಚೇರಿ ಮುಂಭಾಗದಲ್ಲಿ ವಿಚಾರಗೋಷ್ಠಿ ಹಾಗೂ ಜಾಥಾ ಕಾರ್ಯಕ್ರಮಕ್ಕೆ ಚಾಲನೆ ನೀಡಿ ಅವರು ಮಾತನಾಡಿದರು. ತಂಬಾಕು ಸೇವನೆಯಿಂದ ಕ್ಯಾನ್ಸರ್, ಹೃದಯ ಸಂಬಂಧಿ ಕಾಯಿಲೆಗಳು ಬರುತ್ತವೆ. ದೇಶದಲ್ಲಿ ಪ್ರತಿ ವರ್ಷ ಸುಮಾರು 7000 ಜನರು ತಂಬಾಕು ಸೇವನೆಯಿಂದ ಮೃತಪಡುತ್ತಿದ್ದಾರೆ. ತಂಬಾಕಿನ ಯಾವುದೇ ಪದಾರ್ಥಗಳನ್ನು ಸೇವಿಸುವುದರಿಂದ ಆರೋಗ್ಯದಲ್ಲಿ ಕೆಟ್ಟ ಪರಿಣಾಮ ಉಂಟಾಗುತ್ತದೆ. ಸಾರ್ವಜನಿಕ ಸ್ಥಳಗಳಲ್ಲಿ ಧೂಮಪಾನ ಮಾಡುವುದು ನಿಷೇಧವಿದೆ. ಕೋಟ್ಪಾ-2003 ಕಾಯ್ದೆಯನ್ವಯ ದಂಡ ವಿಧಿಸಲಾಗುತ್ತದೆ ಎಂದು ತಿಳಿಸಿದರು. ಆರೋಗ್ಯ ಇಲಾಖೆಯ ತಂಬಾಕು ನಿಯಂತ್ರಣ ಕೋಶದ ಜೊತೆಗೂಡಿ ಅನೇಕ ಜಾಗೃತಿ ಕಾರ್ಯಕ್ರಮ, ತರಬೇತಿ ಕಾರ್ಯಕ್ರಮ ಹಮ್ಮಿಕೊಳ್ಳಲಾಗಿದೆ. ಜಿಲ್ಲಾ ಸರ್ವೇಕ್ಷಣಾಧಿಕಾರಿ ಹಾಗೂ ಜಿಲ್ಲಾ ತಂಬಾಕು ನಿಯಂತ್ರಣ ಘಟಕದ ನೋಡಲ್ ಅಧಿಕಾರಿ ಮಾತನಾಡಿದರು. (534, 1588, 1258, 1675)
byline: ಕನ್ನಡನಾಡು ವಾರ್ತೆ (22, 116, 87, 129)
section-rule (22, 988, 512, 989)
village-article (531, 662, 776, 885)
kamal-article (22, 1132, 512, 1756)
tobacco-article (534, 1555, 1258, 1803)
